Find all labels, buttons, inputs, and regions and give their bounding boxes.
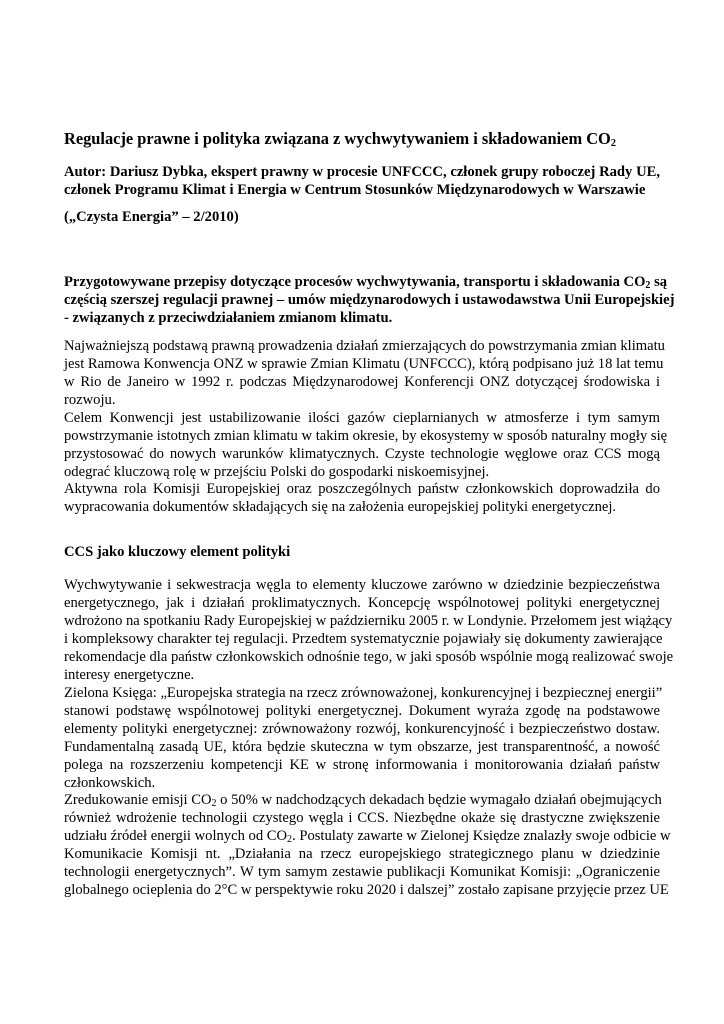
text-line: Celem Konwencji jest ustabilizowanie ilości gazów cieplarnianych w atmosferze i tym samym xyxy=(64,410,660,426)
document-title xyxy=(64,129,660,149)
text-line: Zredukowanie emisji $CO_2$ o 50% w nadchodzących dekadach będzie wymagało działań obejmujących xyxy=(64,792,662,809)
paragraph-convention-goal xyxy=(64,409,668,481)
text-line: odegrać kluczową rolę w przejściu Polski do gospodarki niskoemisyjnej. xyxy=(64,464,490,480)
text-line: przystosować do nowych warunków klimatycznych. Czyste technologie węglowe oraz CCS mogą xyxy=(64,446,660,462)
paragraph-ccs-key xyxy=(64,576,674,684)
paragraph-green-paper xyxy=(64,684,663,792)
title-text: Regulacje prawne i polityka związana z wychwytywaniem i składowaniem CO xyxy=(64,129,611,148)
lead-line: częścią szerszej regulacji prawnej – umów międzynarodowych i ustawodawstwa Unii Europejskiej xyxy=(64,292,675,308)
text-line: jest Ramowa Konwencja ONZ w sprawie Zmian Klimatu (UNFCCC), którą podpisano już 18 lat temu xyxy=(64,356,664,372)
text-line: rozwoju. xyxy=(64,392,116,408)
paragraph-unfccc xyxy=(64,337,665,409)
text-line: Komunikacie Komisji nt. „Działania na rzecz europejskiego strategicznego planu w dziedzinie xyxy=(64,846,660,862)
text-line: elementy polityki energetycznej: zrównoważony rozwój, konkurencyjność i bezpieczeństwo dostaw. xyxy=(64,721,660,737)
text-line: w Rio de Janeiro w 1992 r. podczas Międzynarodowej Konferencji ONZ dotyczącej środowiska i xyxy=(64,374,660,390)
text-line: Wychwytywanie i sekwestracja węgla to elementy kluczowe zarówno w dziedzinie bezpieczeństwa xyxy=(64,577,660,593)
text-line: Najważniejszą podstawą prawną prowadzenia działań zmierzających do powstrzymania zmian klimatu xyxy=(64,338,665,354)
text-line: członkowskich. xyxy=(64,775,156,791)
paragraph-emission-reduction xyxy=(64,791,671,899)
text-line: polega na rozszerzeniu kompetencji KE w stronę informowania i monitorowania działań państw xyxy=(64,757,660,773)
text-line: interesy energetyczne. xyxy=(64,667,195,683)
text-line: wypracowania dokumentów składających się na założenia europejskiej polityki energetycznej. xyxy=(64,499,617,515)
text-line: Fundamentalną zasadą UE, która będzie skuteczna w tym obszarze, jest transparentność, a nowość xyxy=(64,739,660,755)
text-line: globalnego ocieplenia do 2°C w perspektywie roku 2020 i dalszej” zostało zapisane przyjęcie przez UE xyxy=(64,882,669,898)
text-line: i kompleksowy charakter tej regulacji. Przedtem systematycznie pojawiały się dokumenty zawierające xyxy=(64,631,663,647)
text-line: Zielona Księga: „Europejska strategia na rzecz zrównoważonej, konkurencyjnej i bezpiecznej energii” xyxy=(64,685,663,701)
text-line: rekomendacje dla państw członkowskich odnośnie tego, w jaki sposób wspólnie mogą realizować swoje xyxy=(64,649,674,665)
text-line: udziału źródeł energii wolnych od $CO_2$. Postulaty zawarte w Zielonej Księdze znalazły swoje odbicie w xyxy=(64,828,671,845)
text-line: również wdrożenie technologii czystego węgla i CCS. Niezbędne okaże się drastyczne zwiększenie xyxy=(64,810,660,826)
text-line: wdrożono na spotkaniu Rady Europejskiej w październiku 2005 r. w Londynie. Przełomem jest wiążący xyxy=(64,613,673,629)
lead-line: - związanych z przeciwdziałaniem zmianom klimatu. xyxy=(64,310,393,326)
section-heading: CCS jako kluczowy element polityki xyxy=(64,544,291,560)
title-subscript: 2 xyxy=(610,138,617,149)
text-line: energetycznego, jak i działań proklimatycznych. Koncepcję wspólnotowej polityki energetycznej xyxy=(64,595,660,611)
author-line: członek Programu Klimat i Energia w Centrum Stosunków Międzynarodowych w Warszawie xyxy=(64,182,646,198)
text-line: stanowi podstawę wspólnotowej polityki energetycznej. Dokument wyraża zgodę na podstawowe xyxy=(64,703,660,719)
text-line: powstrzymanie istotnych zmian klimatu w takim okresie, by ekosystemy w sposób naturalny mogły się xyxy=(64,428,668,444)
text-line: Aktywna rola Komisji Europejskiej oraz poszczególnych państw członkowskich doprowadziła do xyxy=(64,481,660,497)
text-line: technologii energetycznych”. W tym samym zestawie publikacji Komunikat Komisji: „Ograniczenie xyxy=(64,864,660,880)
lead-paragraph xyxy=(64,273,675,327)
lead-line: Przygotowywane przepisy dotyczące procesów wychwytywania, transportu i składowania $CO_2$ są xyxy=(64,274,668,291)
author-line: Autor: Dariusz Dybka, ekspert prawny w procesie UNFCCC, członek grupy roboczej Rady UE, xyxy=(64,164,660,180)
paragraph-commission-role xyxy=(64,480,660,516)
source-citation: („Czysta Energia” – 2/2010) xyxy=(64,209,239,225)
author-info xyxy=(64,163,660,199)
